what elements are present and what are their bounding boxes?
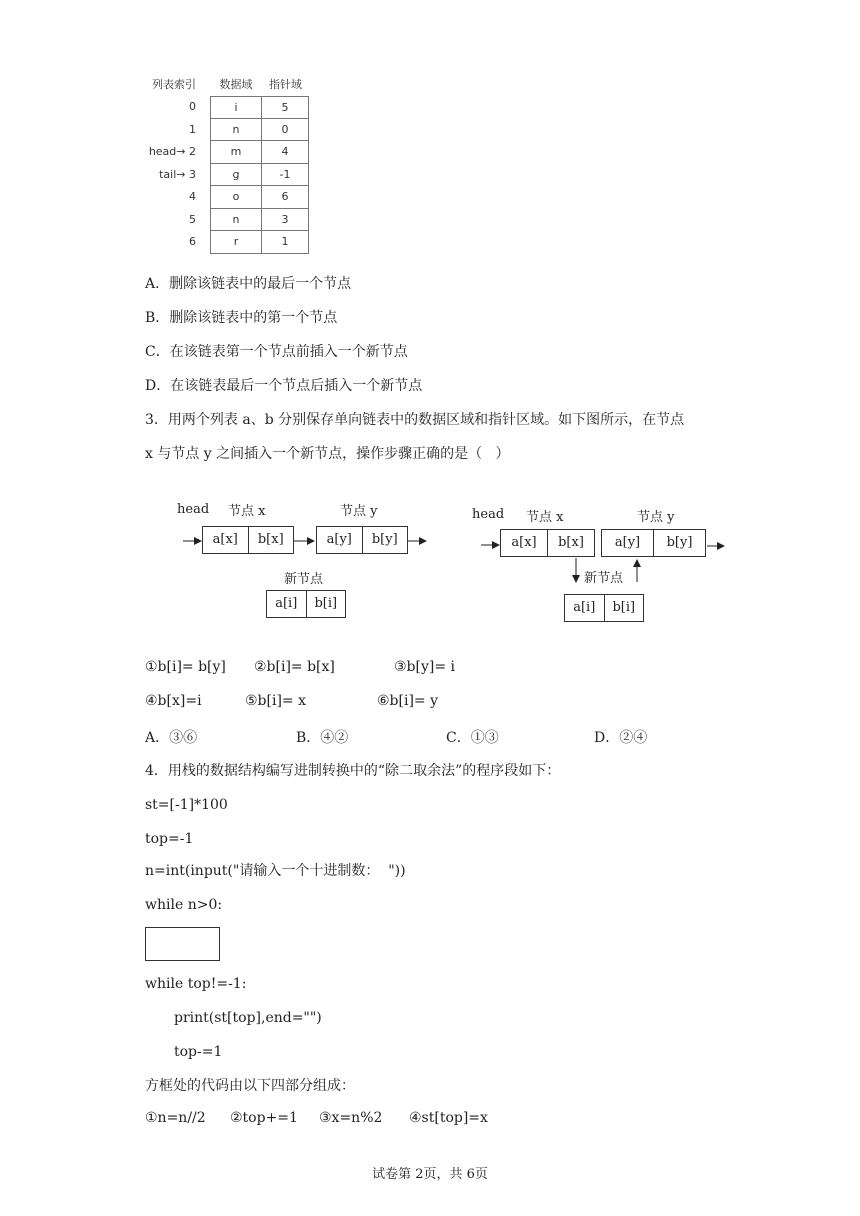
- part-4: ④st[top]=x: [409, 1110, 488, 1126]
- data-cell: m: [210, 141, 262, 164]
- part-2: ②top+=1: [230, 1110, 298, 1126]
- node-x-label: 节点 x: [228, 504, 266, 519]
- new-node-label-2: 新节点: [584, 571, 624, 586]
- col-header-data: 数据域: [219, 78, 253, 91]
- ay-cell: a[y]: [326, 532, 352, 547]
- ax-cell: a[x]: [212, 532, 238, 547]
- ax-cell-2: a[x]: [511, 535, 537, 550]
- step-2: ②b[i]= b[x]: [254, 659, 335, 675]
- code-line: print(st[top],end=""): [174, 1010, 322, 1026]
- q2-option-a: A．删除该链表中的最后一个节点: [145, 276, 352, 292]
- by-cell-2: b[y]: [653, 530, 705, 556]
- bx-cell-2: b[x]: [547, 530, 594, 556]
- q2-option-c: C．在该链表第一个节点前插入一个新节点: [145, 344, 408, 360]
- pointer-cell: 5: [262, 96, 309, 119]
- data-cell: n: [210, 119, 262, 142]
- node-y-2: [601, 529, 706, 557]
- step-4: ④b[x]=i: [145, 693, 202, 709]
- q3-choice-b: B．④②: [296, 730, 349, 746]
- row-index: head→ 2: [148, 145, 196, 158]
- ai-cell: a[i]: [275, 596, 298, 611]
- node-y-label-2: 节点 y: [637, 510, 675, 525]
- node-y-label: 节点 y: [340, 504, 378, 519]
- pointer-cell: 3: [262, 209, 309, 232]
- node-y: [316, 526, 408, 554]
- bi-cell-2: b[i]: [604, 595, 644, 621]
- code-line: top-=1: [174, 1044, 223, 1060]
- head-label: head: [177, 502, 210, 517]
- data-cell: o: [210, 186, 262, 209]
- bx-cell: b[x]: [248, 527, 294, 553]
- row-index: tail→ 3: [159, 167, 196, 181]
- q2-option-b: B．删除该链表中的第一个节点: [145, 310, 338, 326]
- row-index: 5: [189, 212, 196, 226]
- q4-box-desc: 方框处的代码由以下四部分组成：: [145, 1078, 355, 1094]
- pointer-cell: 4: [262, 141, 309, 164]
- code-line: st=[-1]*100: [145, 797, 228, 813]
- data-cell: n: [210, 209, 262, 232]
- pointer-cell: 1: [262, 231, 309, 254]
- node-x-2: [500, 529, 595, 557]
- node-x-label-2: 节点 x: [526, 510, 564, 525]
- head-label-2: head: [472, 507, 505, 522]
- step-3: ③b[y]= i: [394, 659, 456, 675]
- new-node-2: [564, 594, 644, 622]
- q2-option-d: D．在该链表最后一个节点后插入一个新节点: [145, 378, 423, 394]
- bi-cell: b[i]: [306, 591, 346, 617]
- q3-choice-a: A．③⑥: [145, 730, 198, 746]
- new-node-label: 新节点: [284, 572, 324, 587]
- code-line: while n>0:: [145, 897, 223, 913]
- step-6: ⑥b[i]= y: [377, 693, 439, 709]
- q3-choice-c: C．①③: [446, 730, 499, 746]
- q4-stem: 4．用栈的数据结构编写进制转换中的“除二取余法”的程序段如下：: [145, 763, 561, 779]
- pointer-cell: 0: [262, 119, 309, 142]
- code-line: top=-1: [145, 831, 194, 847]
- q3-stem-line1: 3．用两个列表 a、b 分别保存单向链表中的数据区域和指针区域。如下图所示，在节点: [145, 412, 685, 428]
- row-index: 4: [189, 190, 196, 203]
- part-1: ①n=n//2: [145, 1110, 206, 1126]
- ay-cell-2: a[y]: [614, 535, 641, 550]
- step-5: ⑤b[i]= x: [245, 693, 306, 709]
- page-footer: 试卷第 2页，共 6页: [372, 1167, 488, 1182]
- pointer-cell: -1: [262, 164, 309, 187]
- row-index: 0: [189, 100, 196, 113]
- col-header-pointer: 指针域: [269, 78, 302, 91]
- row-index: 1: [189, 122, 196, 136]
- part-3: ③x=n%2: [319, 1110, 383, 1126]
- blank-code-box: [145, 927, 220, 961]
- data-cell: r: [210, 231, 262, 254]
- step-1: ①b[i]= b[y]: [145, 659, 226, 675]
- code-line: while top!=-1:: [145, 976, 247, 992]
- node-x: [202, 526, 294, 554]
- row-index: 6: [189, 235, 196, 248]
- q3-choice-d: D．②④: [594, 730, 648, 746]
- code-line: n=int(input("请输入一个十进制数： ")): [145, 863, 406, 879]
- by-cell: b[y]: [362, 527, 408, 553]
- pointer-cell: 6: [262, 186, 309, 209]
- col-header-index: 列表索引: [152, 78, 196, 91]
- ai-cell-2: a[i]: [573, 600, 596, 615]
- new-node: [266, 590, 346, 618]
- data-cell: i: [210, 96, 262, 119]
- q3-stem-line2: x 与节点 y 之间插入一个新节点，操作步骤正确的是（ ）: [145, 446, 510, 462]
- data-cell: g: [210, 164, 262, 187]
